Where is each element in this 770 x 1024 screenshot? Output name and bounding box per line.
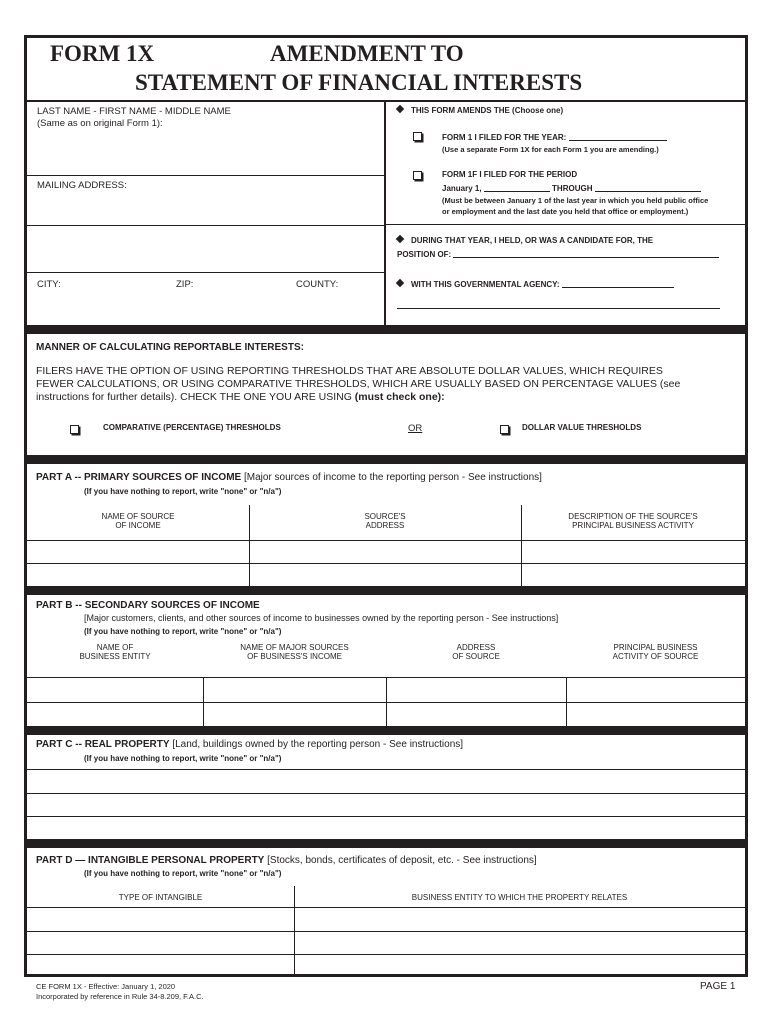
page-number: PAGE 1 xyxy=(700,981,736,992)
footer-incorporated: Incorporated by reference in Rule 34-8.209, F.A.C. xyxy=(36,992,204,1001)
form-id: FORM 1X xyxy=(50,41,155,66)
manner-text-line3: instructions for further details). CHECK THE ONE YOU ARE USING (must check one): xyxy=(36,391,445,403)
form1f-note-line2: or employment and the last date you held that office or employment.) xyxy=(442,207,689,216)
section-separator xyxy=(27,839,745,848)
header-divider xyxy=(27,100,745,102)
city-divider xyxy=(27,272,384,273)
part-c-row[interactable] xyxy=(27,794,745,816)
part-d-row[interactable] xyxy=(27,932,745,954)
form1-year-field[interactable] xyxy=(569,131,667,141)
part-c-row[interactable] xyxy=(27,770,745,793)
agency-label: WITH THIS GOVERNMENTAL AGENCY: xyxy=(397,278,674,289)
comparative-label: COMPARATIVE (PERCENTAGE) THRESHOLDS xyxy=(103,423,281,432)
position-line2: POSITION OF: xyxy=(397,248,719,259)
county-label: COUNTY: xyxy=(296,279,339,290)
mailing-address-field-2[interactable] xyxy=(27,226,384,272)
city-label: CITY: xyxy=(37,279,61,290)
name-field[interactable] xyxy=(27,131,384,175)
form1-checkbox[interactable] xyxy=(413,128,422,146)
part-a-note: (If you have nothing to report, write "none" or "n/a") xyxy=(84,487,282,496)
part-b-col4-header: PRINCIPAL BUSINESS ACTIVITY OF SOURCE xyxy=(612,643,699,661)
part-a-row[interactable] xyxy=(27,541,745,563)
diamond-bullet-icon xyxy=(396,279,404,287)
part-b-row[interactable] xyxy=(27,703,745,726)
part-d-note: (If you have nothing to report, write "none" or "n/a") xyxy=(84,869,282,878)
or-label: OR xyxy=(408,423,423,434)
position-field[interactable] xyxy=(453,248,719,258)
part-b-row[interactable] xyxy=(27,678,745,702)
section-separator xyxy=(27,586,745,595)
agency-field-line2[interactable] xyxy=(397,308,720,309)
footer-effective: CE FORM 1X - Effective: January 1, 2020 xyxy=(36,982,176,991)
period-start-field[interactable] xyxy=(484,182,550,192)
form1f-checkbox[interactable] xyxy=(413,167,422,185)
part-c-note: (If you have nothing to report, write "none" or "n/a") xyxy=(84,754,282,763)
period-end-field[interactable] xyxy=(595,182,701,192)
part-c-title: PART C -- REAL PROPERTY [Land, buildings owned by the reporting person - See instructions] xyxy=(36,739,464,750)
amends-divider xyxy=(385,224,745,225)
part-a-row[interactable] xyxy=(27,564,745,586)
section-separator xyxy=(27,455,745,464)
mailing-address-field[interactable] xyxy=(27,193,384,225)
name-divider xyxy=(27,175,384,176)
name-note: (Same as on original Form 1): xyxy=(37,118,163,129)
form1f-period: January 1, THROUGH xyxy=(442,182,701,193)
form1f-note-line1: (Must be between January 1 of the last year in which you held public office xyxy=(442,196,709,205)
form1-note: (Use a separate Form 1X for each Form 1 you are amending.) xyxy=(442,145,659,154)
manner-heading: MANNER OF CALCULATING REPORTABLE INTERESTS: xyxy=(36,342,304,353)
dollar-checkbox[interactable] xyxy=(500,421,509,439)
part-b-col2-header: NAME OF MAJOR SOURCES OF BUSINESS'S INCOME xyxy=(240,643,349,661)
section-separator xyxy=(27,325,745,334)
part-b-col3-header: ADDRESS OF SOURCE xyxy=(452,643,500,661)
section-separator xyxy=(27,726,745,735)
part-a-col2-header: SOURCE'S ADDRESS xyxy=(364,512,406,530)
form1-year-label: FORM 1 I FILED FOR THE YEAR: xyxy=(442,131,667,142)
part-a-col3-header: DESCRIPTION OF THE SOURCE'S PRINCIPAL BUSINESS ACTIVITY xyxy=(568,512,698,530)
part-d-title: PART D — INTANGIBLE PERSONAL PROPERTY [Stocks, bonds, certificates of deposit, etc. - See instructions] xyxy=(36,855,537,866)
part-d-col1-header: TYPE OF INTANGIBLE xyxy=(118,893,203,902)
part-b-subtitle: [Major customers, clients, and other sources of income to businesses owned by the reporting person - See instructions] xyxy=(84,613,559,623)
position-line1: DURING THAT YEAR, I HELD, OR WAS A CANDIDATE FOR, THE xyxy=(397,236,653,245)
dollar-label: DOLLAR VALUE THRESHOLDS xyxy=(522,423,642,432)
agency-field[interactable] xyxy=(562,278,674,288)
form1f-label: FORM 1F I FILED FOR THE PERIOD xyxy=(442,170,578,179)
name-label: LAST NAME - FIRST NAME - MIDDLE NAME xyxy=(37,106,231,117)
part-a-title: PART A -- PRIMARY SOURCES OF INCOME [Major sources of income to the reporting person - See instructions] xyxy=(36,472,542,483)
part-d-row[interactable] xyxy=(27,908,745,931)
diamond-bullet-icon xyxy=(396,235,404,243)
identity-divider xyxy=(384,101,386,325)
manner-text-line2: FEWER CALCULATIONS, OR USING COMPARATIVE THRESHOLDS, WHICH ARE USUALLY BASED ON PERCENTAGE VALUES (see xyxy=(36,378,681,390)
part-d-col2-header: BUSINESS ENTITY TO WHICH THE PROPERTY RELATES xyxy=(411,893,628,902)
part-b-col1-header: NAME OF BUSINESS ENTITY xyxy=(79,643,151,661)
part-a-col1-header: NAME OF SOURCE OF INCOME xyxy=(101,512,175,530)
comparative-checkbox[interactable] xyxy=(70,421,79,439)
mailing-address-label: MAILING ADDRESS: xyxy=(37,180,127,191)
part-c-row[interactable] xyxy=(27,817,745,839)
manner-text-line1: FILERS HAVE THE OPTION OF USING REPORTING THRESHOLDS THAT ARE ABSOLUTE DOLLAR VALUES, WHICH REQUIRES xyxy=(36,365,663,377)
amends-heading: THIS FORM AMENDS THE (Choose one) xyxy=(397,106,563,115)
zip-label: ZIP: xyxy=(176,279,194,290)
form-title-line2: STATEMENT OF FINANCIAL INTERESTS xyxy=(135,70,583,95)
diamond-bullet-icon xyxy=(396,105,404,113)
part-b-note: (If you have nothing to report, write "none" or "n/a") xyxy=(84,627,282,636)
form-title-line1: AMENDMENT TO xyxy=(270,41,464,66)
part-b-title: PART B -- SECONDARY SOURCES OF INCOME xyxy=(36,600,260,611)
part-d-row[interactable] xyxy=(27,955,745,974)
